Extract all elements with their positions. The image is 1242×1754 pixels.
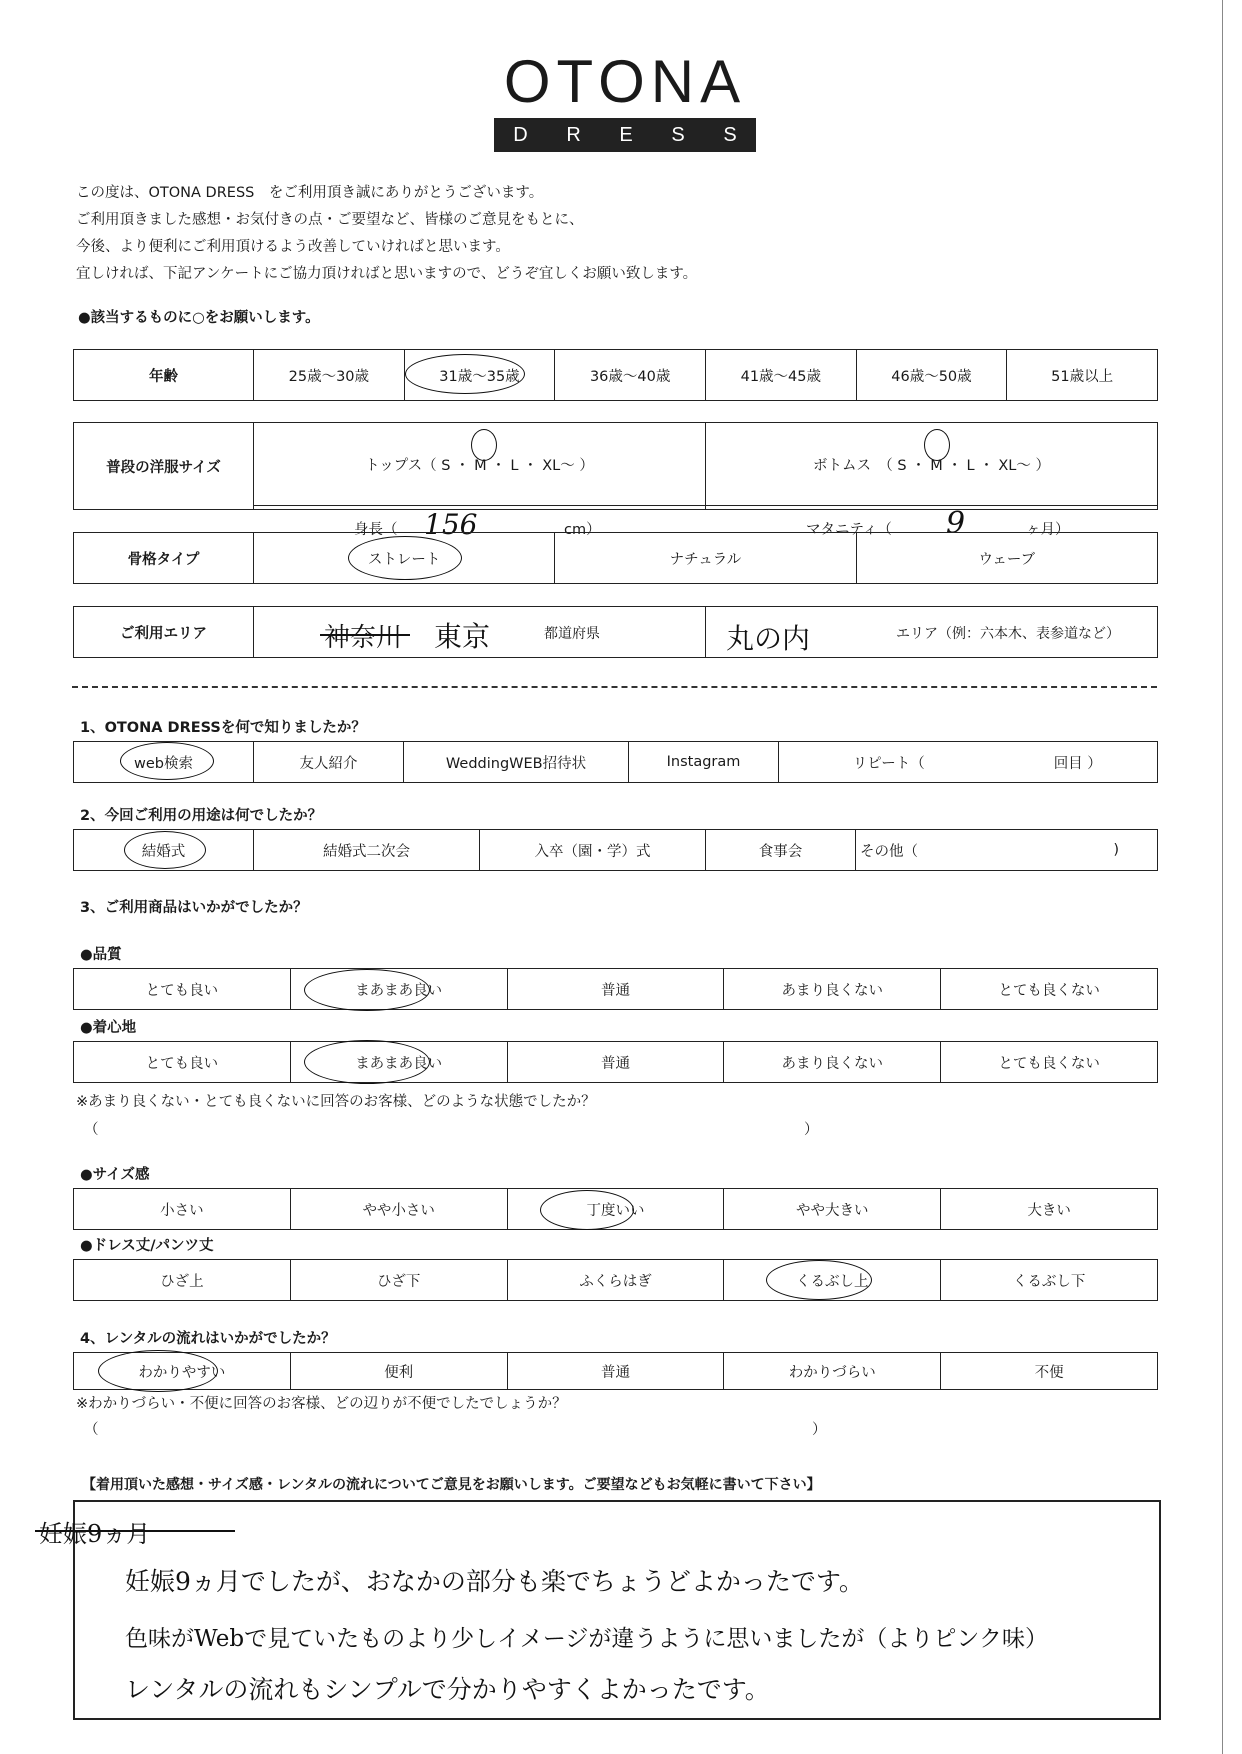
q4-option[interactable]: わかりづらい xyxy=(724,1353,941,1390)
q2-option[interactable]: 食事会 xyxy=(706,830,856,871)
q2-table xyxy=(73,829,1158,871)
intro-line: 宜しければ、下記アンケートにご協力頂ければと思いますので、どうぞ宜しくお願い致します。 xyxy=(76,266,698,282)
logo-letter: R xyxy=(566,124,581,146)
age-option[interactable]: 36歳〜40歳 xyxy=(555,350,706,401)
instruction-heading: ●該当するものに○をお願いします。 xyxy=(78,310,320,326)
logo-subtitle-bar xyxy=(494,118,756,152)
age-option[interactable]: 41歳〜45歳 xyxy=(705,350,856,401)
comment-line: レンタルの流れもシンプルで分かりやすくよかったです。 xyxy=(125,1675,770,1704)
fit-option-selected[interactable]: 丁度いい xyxy=(507,1189,724,1230)
comfort-option[interactable]: とても良くない xyxy=(941,1042,1158,1083)
brand-logo xyxy=(490,50,760,152)
height-field[interactable] xyxy=(254,506,706,542)
q4-option-selected[interactable]: わかりやすい xyxy=(74,1353,291,1390)
logo-wordmark: OTONA xyxy=(503,48,747,115)
q1-table xyxy=(73,741,1158,783)
fit-option[interactable]: 小さい xyxy=(74,1189,291,1230)
length-option[interactable]: くるぶし下 xyxy=(941,1260,1158,1301)
age-label: 年齢 xyxy=(74,350,254,401)
tops-size[interactable]: トップス（ S ・ M ・ L ・ XL〜 ） xyxy=(254,423,706,506)
prefecture-struck: 神奈川 xyxy=(324,623,403,653)
area-table xyxy=(73,606,1158,658)
size-label: 普段の洋服サイズ xyxy=(74,423,254,510)
comfort-option[interactable]: あまり良くない xyxy=(724,1042,941,1083)
comfort-table xyxy=(73,1041,1158,1083)
intro-line: この度は、OTONA DRESS をご利用頂き誠にありがとうございます。 xyxy=(76,185,544,201)
quality-note: ※あまり良くない・とても良くないに回答のお客様、どのような状態でしたか？ xyxy=(76,1094,596,1110)
area-label: ご利用エリア xyxy=(74,607,254,658)
maternity-value: 9 xyxy=(946,506,966,542)
length-table xyxy=(73,1259,1158,1301)
body-type-option[interactable]: ウェーブ xyxy=(856,533,1157,584)
quality-option[interactable]: 普通 xyxy=(507,969,724,1010)
length-option[interactable]: ふくらはぎ xyxy=(507,1260,724,1301)
length-option[interactable]: ひざ下 xyxy=(290,1260,507,1301)
quality-option[interactable]: とても良い xyxy=(74,969,291,1010)
height-label: 身長（ xyxy=(354,522,398,539)
comment-struck: 妊娠9ヵ月 xyxy=(39,1520,151,1548)
fit-label: ●サイズ感 xyxy=(80,1167,150,1183)
q2-option[interactable]: 結婚式二次会 xyxy=(254,830,480,871)
comment-line: 色味がWebで見ていたものより少しイメージが違うように思いましたが（よりピンク味） xyxy=(125,1626,1048,1652)
body-type-option-selected[interactable]: ストレート xyxy=(254,533,555,584)
area-example-label: エリア（例：六本木、表参道など） xyxy=(896,626,1120,642)
dashed-divider xyxy=(72,686,1157,688)
maternity-label: マタニティ（ xyxy=(806,522,892,539)
q2-option-selected[interactable]: 結婚式 xyxy=(74,830,254,871)
quality-option[interactable]: とても良くない xyxy=(941,969,1158,1010)
q2-other-option[interactable]: その他（ xyxy=(856,830,1076,871)
length-option[interactable]: ひざ上 xyxy=(74,1260,291,1301)
comments-title: 【着用頂いた感想・サイズ感・レンタルの流れについてご意見をお願いします。ご要望などもお気軽に書いて下さい】 xyxy=(82,1477,821,1493)
area-field[interactable] xyxy=(706,607,1158,658)
scan-edge xyxy=(1222,0,1224,1754)
q4-note: ※わかりづらい・不便に回答のお客様、どの辺りが不便でしたでしょうか？ xyxy=(76,1396,567,1412)
prefecture-label: 都道府県 xyxy=(544,626,600,642)
q4-title: 4、レンタルの流れはいかがでしたか？ xyxy=(80,1331,336,1347)
fit-option[interactable]: やや小さい xyxy=(290,1189,507,1230)
intro-line: ご利用頂きました感想・お気付きの点・ご要望など、皆様のご意見をもとに、 xyxy=(76,212,584,228)
q4-option[interactable]: 普通 xyxy=(507,1353,724,1390)
q4-option[interactable]: 便利 xyxy=(290,1353,507,1390)
q2-other-close: ) xyxy=(1076,830,1158,871)
length-label: ●ドレス丈/パンツ丈 xyxy=(80,1238,214,1254)
quality-option-selected[interactable]: まあまあ良い xyxy=(290,969,507,1010)
q2-option[interactable]: 入卒（園・学）式 xyxy=(480,830,706,871)
maternity-unit: ヶ月） xyxy=(1026,522,1070,539)
logo-letter: S xyxy=(671,124,685,146)
fit-table xyxy=(73,1188,1158,1230)
q3-title: 3、ご利用商品はいかがでしたか？ xyxy=(80,900,308,916)
q1-option[interactable]: Instagram xyxy=(629,742,779,783)
body-type-option[interactable]: ナチュラル xyxy=(555,533,856,584)
comfort-label: ●着心地 xyxy=(80,1020,137,1036)
height-unit: cm） xyxy=(564,522,601,539)
length-option-selected[interactable]: くるぶし上 xyxy=(724,1260,941,1301)
strike-line xyxy=(35,1530,235,1532)
strike-line xyxy=(320,634,410,636)
quality-table xyxy=(73,968,1158,1010)
q1-option-selected[interactable]: web検索 xyxy=(74,742,254,783)
maternity-field[interactable] xyxy=(706,506,1158,542)
comment-line: 妊娠9ヵ月でしたが、おなかの部分も楽でちょうどよかったです。 xyxy=(125,1567,864,1596)
paren-close: ） xyxy=(812,1422,827,1438)
age-option-selected[interactable]: 31歳〜35歳 xyxy=(404,350,555,401)
quality-label: ●品質 xyxy=(80,947,122,963)
paren-open: （ xyxy=(84,1122,99,1138)
body-type-label: 骨格タイプ xyxy=(74,533,254,584)
logo-letter: D xyxy=(513,124,528,146)
age-option[interactable]: 25歳〜30歳 xyxy=(254,350,405,401)
q4-table xyxy=(73,1352,1158,1390)
age-option[interactable]: 46歳〜50歳 xyxy=(856,350,1007,401)
paren-open: （ xyxy=(84,1422,99,1438)
prefecture-field[interactable] xyxy=(254,607,706,658)
quality-option[interactable]: あまり良くない xyxy=(724,969,941,1010)
comments-box[interactable] xyxy=(39,1500,1161,1720)
body-type-table xyxy=(73,532,1158,584)
fit-option[interactable]: 大きい xyxy=(941,1189,1158,1230)
fit-option[interactable]: やや大きい xyxy=(724,1189,941,1230)
intro-line: 今後、より便利にご利用頂けるよう改善していければと思います。 xyxy=(76,239,510,255)
logo-letter: S xyxy=(723,124,737,146)
prefecture-value: 東京 xyxy=(434,620,491,653)
comfort-option[interactable]: 普通 xyxy=(507,1042,724,1083)
age-table xyxy=(73,349,1158,401)
logo-letter: E xyxy=(619,124,633,146)
q1-option[interactable]: リピート（ xyxy=(779,742,999,783)
q1-option[interactable]: 友人紹介 xyxy=(254,742,404,783)
q4-option[interactable]: 不便 xyxy=(941,1353,1158,1390)
comfort-option-selected[interactable]: まあまあ良い xyxy=(290,1042,507,1083)
area-value: 丸の内 xyxy=(726,622,811,655)
paren-close: ） xyxy=(804,1122,819,1138)
q1-repeat-count[interactable]: 回目 ） xyxy=(999,742,1158,783)
height-value: 156 xyxy=(424,508,478,542)
age-option[interactable]: 51歳以上 xyxy=(1007,350,1158,401)
bottoms-size[interactable]: ボトムス （ S ・ M ・ L ・ XL〜 ） xyxy=(706,423,1158,506)
comfort-option[interactable]: とても良い xyxy=(74,1042,291,1083)
q1-option[interactable]: WeddingWEB招待状 xyxy=(404,742,629,783)
size-table xyxy=(73,422,1158,542)
intro-text xyxy=(76,180,697,288)
q2-title: 2、今回ご利用の用途は何でしたか？ xyxy=(80,808,323,824)
q1-title: 1、OTONA DRESSを何で知りましたか？ xyxy=(80,720,366,736)
